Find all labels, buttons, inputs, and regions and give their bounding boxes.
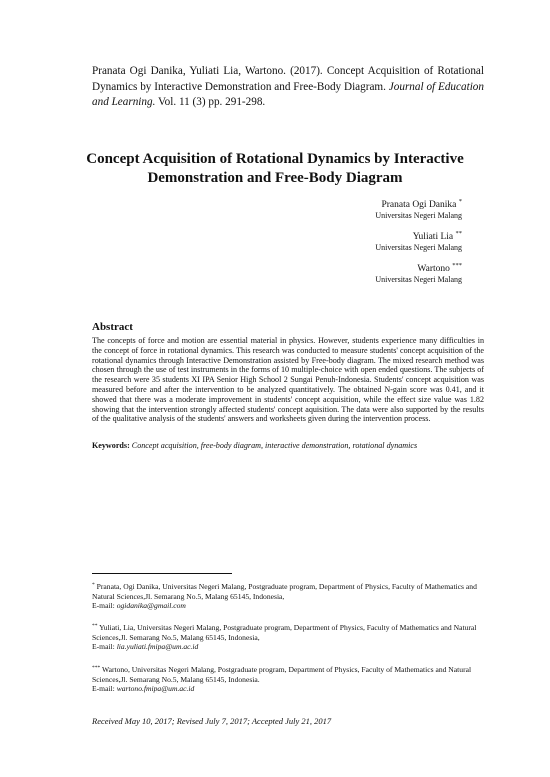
- citation-journal: Journal of Education and Learning.: [92, 80, 484, 108]
- author-name: Wartono: [417, 264, 450, 274]
- keywords-text: Concept acquisition, free-body diagram, interactive demonstration, rotational dynamics: [131, 441, 418, 450]
- keywords-label: Keywords:: [92, 441, 130, 450]
- author-affiliation: Universitas Negeri Malang: [375, 275, 462, 284]
- footnote-mark: ***: [92, 665, 101, 671]
- email-address: wartono.fmipa@um.ac.id: [116, 684, 195, 694]
- title-line-2: Demonstration and Free-Body Diagram: [147, 170, 403, 186]
- footnote-mark: *: [92, 582, 95, 588]
- title-line-1: Concept Acquisition of Rotational Dynamics by Interactive: [86, 151, 464, 167]
- author-affiliation: Universitas Negeri Malang: [375, 211, 462, 220]
- email-label: E-mail:: [92, 601, 115, 611]
- author-mark: ***: [452, 262, 462, 269]
- footnote-text: Pranata, Ogi Danika, Universitas Negeri Malang, Postgraduate program, Department of Physics, Faculty of Mathematics and Natural Sciences,Jl. Semarang No.5, Malang 65145, Indonesia,: [92, 582, 477, 601]
- footnote-mark: **: [92, 623, 98, 629]
- keywords: [92, 441, 492, 451]
- citation-volume: Vol. 11 (3) pp. 291-298.: [158, 96, 266, 108]
- footnote-text: Wartono, Universitas Negeri Malang, Postgraduate program, Department of Physics, Faculty of Mathematics and Natural Sciences,Jl. Semarang No.5, Malang 65145, Indonesia.: [92, 665, 472, 684]
- author-3: [375, 260, 462, 285]
- citation: [92, 64, 484, 111]
- email-label: E-mail:: [92, 642, 115, 652]
- author-affiliation: Universitas Negeri Malang: [375, 243, 462, 252]
- footnote-2: [92, 622, 484, 652]
- email-address: ogidanika@gmail.com: [116, 601, 186, 611]
- abstract-text: The concepts of force and motion are essential material in physics. However, students experience many difficulties in the concept of force in rotational dynamics. This research was conducted to measure students' concept acquisition of the rotational dynamics through Interactive Demonstration assisted by Free-body diagram. The mixed research method was chosen through the use of test instruments in the forms of 10 multiple-choice with open ended questions. The subjects of the research were 35 students XI IPA Senior High School 2 Sungai Penuh-Indonesia. Students' concept acquisition was measured before and after the intervention to be analyzed quantitatively. The obtained N-gain score was 0.41, and it showed that there was a moderate improvement in students' concept acquisition, while the effect size value was 1.82 showing that the intervention strongly affected students' concept aquisition. The data were also supported by the results of the qualitative analysis of the students' answers and worksheets given during the intervention process.: [92, 336, 484, 424]
- abstract-heading: Abstract: [92, 321, 133, 333]
- author-2: [375, 228, 462, 253]
- author-mark: **: [455, 230, 462, 237]
- footnote-text: Yuliati, Lia, Universitas Negeri Malang, Postgraduate program, Department of Physics, Faculty of Mathematics and Natural Sciences,Jl. Semarang No.5, Malang 65145, Indonesia,: [92, 623, 477, 642]
- received-dates: Received May 10, 2017; Revised July 7, 2017; Accepted July 21, 2017: [92, 716, 332, 726]
- author-1: [375, 196, 462, 221]
- email-label: E-mail:: [92, 684, 115, 694]
- footnote-divider: [92, 573, 232, 574]
- author-name: Pranata Ogi Danika: [381, 200, 457, 210]
- citation-authors: Pranata Ogi Danika, Yuliati Lia, Wartono. (2017). Concept Acquisition of Rotational Dynamics by Interactive Demonstration and Free-Body Diagram.: [92, 65, 484, 93]
- footnote-1: [92, 581, 484, 611]
- paper-title: [60, 150, 490, 188]
- author-mark: *: [458, 198, 462, 205]
- author-name: Yuliati Lia: [412, 232, 454, 242]
- footnote-3: [92, 664, 484, 694]
- email-address: lia.yuliati.fmipa@um.ac.id: [116, 642, 199, 652]
